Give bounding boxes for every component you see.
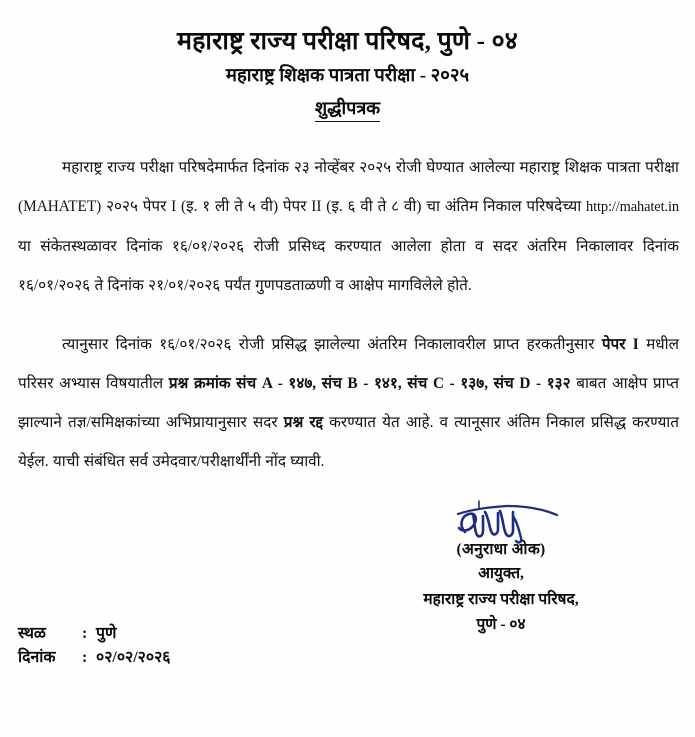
place-value: पुणे xyxy=(96,625,117,642)
question-set-numbers: प्रश्न क्रमांक संच A - १४७, संच B - १४१, संच C - १३७, संच D - १३२ xyxy=(168,374,571,392)
date-value: ०२/०२/२०२६ xyxy=(96,649,171,667)
place-label: स्थळ xyxy=(18,625,46,642)
document-type-wrapper xyxy=(0,98,695,122)
signatory-name: (अनुराधा ओक) xyxy=(456,541,546,558)
paragraph-two-segment-one: त्यानुसार दिनांक १६/०१/२०२६ रोजी प्रसिद्ध झालेल्या अंतरिम निकालावरील प्राप्त हरकतीनुसार xyxy=(62,335,602,353)
question-cancelled-text: प्रश्न रद्द xyxy=(283,413,324,431)
document-header xyxy=(0,0,695,122)
date-label: दिनांक xyxy=(18,649,56,667)
paragraph-two-segment-three: बाबत आक्षेप प्राप्त झाल्याने तज्ञ/समिक्षकांच्या अभिप्रायानुसार सदर xyxy=(18,374,680,431)
document-type-heading: शुद्धीपत्रक xyxy=(315,98,380,122)
paragraph-one-text-before-url: महाराष्ट्र राज्य परीक्षा परिषदेमार्फत दिनांक २३ नोव्हेंबर २०२५ रोजी घेण्यात आलेल्या महाराष्ट्र शिक्षक पात्रता परीक्षा (MAHATET) २०२५ पेपर I (इ. १ ली ते ५ वी) पेपर II (इ. ६ वी ते ८ वी) चा अंतिम निकाल परिषदेच्या xyxy=(18,158,679,215)
paragraph-two-segment-two: मधील परिसर अभ्यास विषयातील xyxy=(18,335,679,392)
mahatet-website-url[interactable]: http://mahatet.in xyxy=(585,198,679,215)
paragraph-one xyxy=(18,148,679,305)
paragraph-one-text-after-url: या संकेतस्थळावर दिनांक १६/०१/२०२६ रोजी प्रसिध्द करण्यात आलेला होता व सदर अंतरिम निकालावर दिनांक १६/०१/२०२६ ते दिनांक २१/०१/२०२६ पर्यंत गुणपडताळणी व आक्षेप मागविलेले होते. xyxy=(18,237,679,294)
place-row xyxy=(18,622,171,646)
signatory-organization: महाराष्ट्र राज्य परीक्षा परिषद, xyxy=(423,590,579,608)
paragraph-two xyxy=(18,325,679,481)
signatory-city: पुणे - ०४ xyxy=(476,616,526,634)
exam-title: महाराष्ट्र शिक्षक पात्रता परीक्षा - २०२५ xyxy=(225,66,470,87)
handwritten-signature-icon xyxy=(351,500,651,542)
document-body xyxy=(0,148,695,481)
date-row xyxy=(18,646,171,670)
signatory-designation: आयुक्त, xyxy=(478,565,524,583)
signature-block xyxy=(351,500,651,638)
organization-title: महाराष्ट्र राज्य परीक्षा परिषद, पुणे - ०४ xyxy=(177,28,518,55)
place-colon: : xyxy=(82,625,88,642)
footer-meta-block xyxy=(18,622,171,671)
paper-one-reference: पेपर I xyxy=(601,335,639,353)
date-colon: : xyxy=(82,649,88,667)
paragraph-two-segment-four: करण्यात येत आहे. व त्यानूसार अंतिम निकाल प्रसिद्ध करण्यात येईल. याची संबंधित सर्व उमेदवार/परीक्षार्थींनी नोंद घ्यावी. xyxy=(18,413,679,470)
